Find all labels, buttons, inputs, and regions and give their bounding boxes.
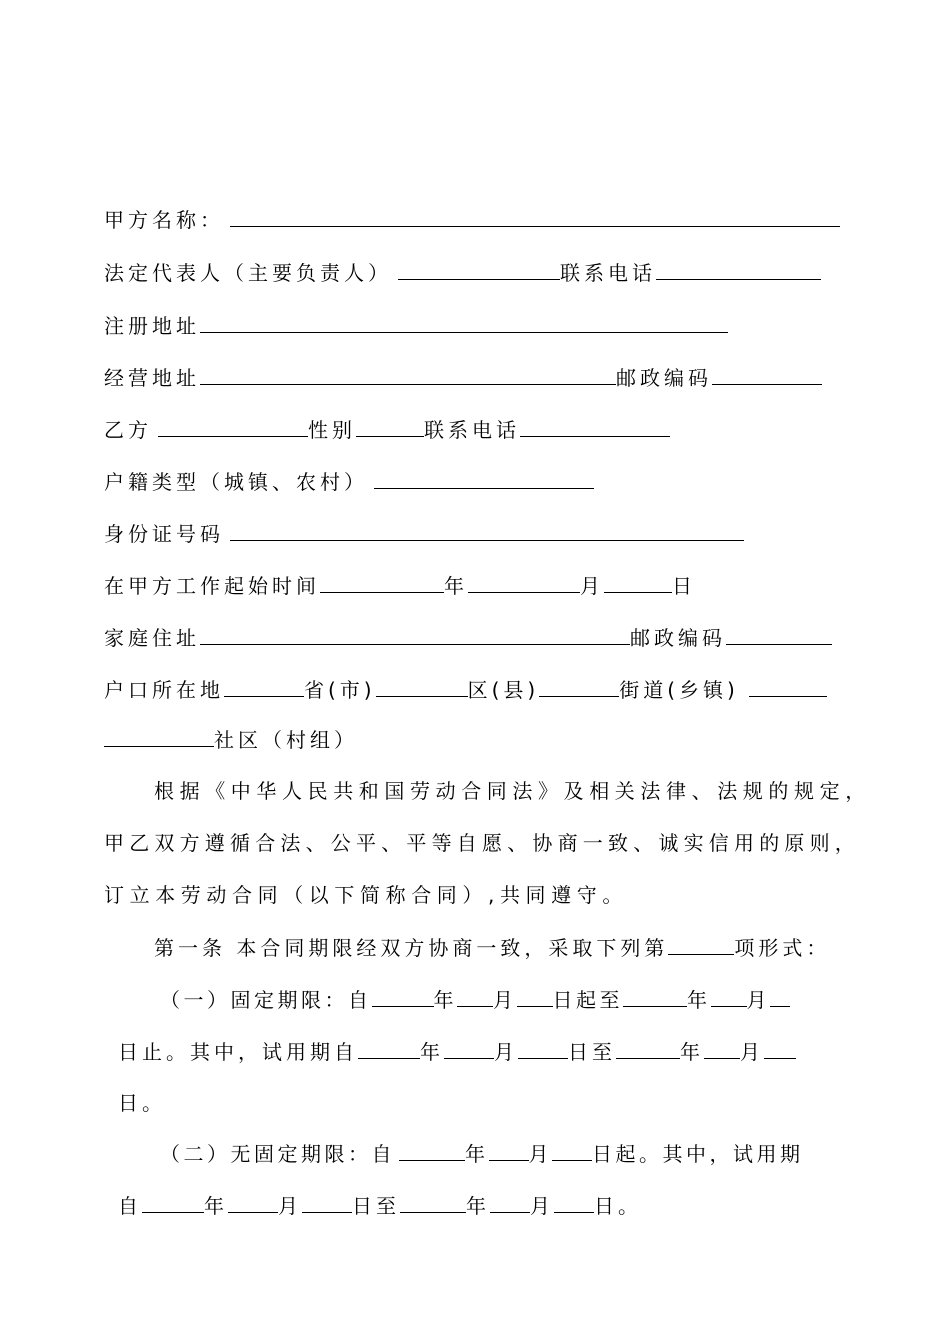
option-1-row-3 bbox=[118, 1086, 166, 1120]
party-a-reg-address-blank[interactable] bbox=[200, 308, 728, 333]
opt2-trial-from-year-label: 年 bbox=[204, 1194, 228, 1218]
party-b-hukou-row bbox=[104, 672, 827, 706]
opt1-to-label: 日起至 bbox=[552, 988, 623, 1012]
hukou-community-blank-1[interactable] bbox=[749, 672, 827, 697]
party-b-label: 乙方 bbox=[104, 418, 152, 442]
opt1-trial-to-day-blank[interactable] bbox=[764, 1034, 796, 1059]
article-1-option-blank[interactable] bbox=[668, 930, 734, 955]
opt2-from-month-label: 月 bbox=[528, 1142, 552, 1166]
party-b-hukou-type-label: 户籍类型（城镇、农村） bbox=[104, 470, 368, 494]
party-b-hukou-type-blank[interactable] bbox=[374, 464, 594, 489]
party-b-gender-label: 性别 bbox=[308, 418, 356, 442]
opt2-trial-to-year-label: 年 bbox=[466, 1194, 490, 1218]
party-a-rep-label: 法定代表人（主要负责人） bbox=[104, 261, 392, 285]
article-1-prefix: 第一条 本合同期限经双方协商一致，采取下列第 bbox=[154, 936, 669, 960]
opt2-trial-from-month-label: 月 bbox=[278, 1194, 302, 1218]
party-b-id-blank[interactable] bbox=[230, 516, 744, 541]
party-b-hukou-type-row bbox=[104, 464, 594, 498]
opt1-trial-to-label: 日至 bbox=[568, 1040, 616, 1064]
start-month-label: 月 bbox=[580, 574, 604, 598]
opt1-trial-from-year-blank[interactable] bbox=[358, 1034, 420, 1059]
opt2-from-year-label: 年 bbox=[465, 1142, 489, 1166]
party-a-postcode-blank[interactable] bbox=[712, 360, 822, 385]
opt1-from-month-blank[interactable] bbox=[457, 982, 493, 1007]
option-2-from2: 自 bbox=[118, 1194, 142, 1218]
preamble-text-2: 甲乙双方遵循合法、公平、平等自愿、协商一致、诚实信用的原则， bbox=[104, 831, 860, 855]
opt2-trial-to-day-blank[interactable] bbox=[554, 1188, 594, 1213]
party-b-hukou-label: 户口所在地 bbox=[104, 678, 224, 702]
hukou-street-blank[interactable] bbox=[539, 672, 619, 697]
opt1-from-year-label: 年 bbox=[433, 988, 457, 1012]
party-b-home-blank[interactable] bbox=[200, 620, 630, 645]
opt2-trial-from-day-blank[interactable] bbox=[302, 1188, 352, 1213]
party-a-biz-address-label: 经营地址 bbox=[104, 366, 200, 390]
party-a-reg-address-label: 注册地址 bbox=[104, 314, 200, 338]
party-b-postcode-label: 邮政编码 bbox=[630, 626, 726, 650]
start-day-label: 日 bbox=[672, 574, 696, 598]
party-a-name-row bbox=[104, 202, 840, 236]
article-1-suffix: 项形式： bbox=[734, 936, 831, 960]
opt1-trial-from-month-blank[interactable] bbox=[444, 1034, 494, 1059]
opt1-trial-to-year-label: 年 bbox=[680, 1040, 704, 1064]
option-1-row-2 bbox=[118, 1034, 796, 1068]
opt1-to-year-blank[interactable] bbox=[623, 982, 687, 1007]
opt2-trial-to-month-blank[interactable] bbox=[490, 1188, 530, 1213]
opt1-to-year-label: 年 bbox=[687, 988, 711, 1012]
opt1-trial-to-month-label: 月 bbox=[740, 1040, 764, 1064]
opt1-to-month-blank[interactable] bbox=[711, 982, 747, 1007]
party-a-name-label: 甲方名称： bbox=[104, 208, 224, 232]
opt2-trial-to-label: 日至 bbox=[352, 1194, 400, 1218]
opt1-from-year-blank[interactable] bbox=[372, 982, 434, 1007]
opt2-trial-from-year-blank[interactable] bbox=[142, 1188, 204, 1213]
opt1-to-day-blank[interactable] bbox=[770, 982, 790, 1007]
hukou-province-blank[interactable] bbox=[224, 672, 304, 697]
option-1-end: 日止。其中，试用期自 bbox=[118, 1040, 358, 1064]
opt1-trial-from-day-blank[interactable] bbox=[518, 1034, 568, 1059]
party-b-start-row bbox=[104, 568, 696, 602]
opt1-to-month-label: 月 bbox=[746, 988, 770, 1012]
opt1-from-day-blank[interactable] bbox=[517, 982, 553, 1007]
start-month-blank[interactable] bbox=[468, 568, 580, 593]
hukou-community-blank-2[interactable] bbox=[104, 722, 214, 747]
opt2-from-label: 日起。其中，试用期 bbox=[592, 1142, 804, 1166]
party-b-gender-blank[interactable] bbox=[356, 412, 424, 437]
start-year-label: 年 bbox=[444, 574, 468, 598]
preamble-text-3: 订立本劳动合同（以下简称合同）,共同遵守。 bbox=[104, 883, 628, 907]
party-b-row bbox=[104, 412, 670, 446]
hukou-district-blank[interactable] bbox=[376, 672, 468, 697]
option-1-label: （一）固定期限：自 bbox=[160, 988, 372, 1012]
option-1-final: 日。 bbox=[118, 1091, 166, 1115]
party-a-biz-address-blank[interactable] bbox=[200, 360, 616, 385]
party-a-biz-address-row bbox=[104, 360, 822, 394]
party-b-start-label: 在甲方工作起始时间 bbox=[104, 574, 320, 598]
party-a-phone-blank[interactable] bbox=[656, 255, 821, 280]
option-1-row-1 bbox=[160, 982, 790, 1016]
party-a-reg-address-row bbox=[104, 308, 728, 342]
opt2-from-year-blank[interactable] bbox=[399, 1136, 465, 1161]
hukou-community-label: 社区（村组） bbox=[214, 728, 358, 752]
option-2-row-2 bbox=[118, 1188, 642, 1222]
hukou-province-label: 省(市) bbox=[304, 678, 376, 702]
hukou-street-label: 街道(乡镇) bbox=[619, 678, 739, 702]
party-b-home-label: 家庭住址 bbox=[104, 626, 200, 650]
party-b-phone-label: 联系电话 bbox=[424, 418, 520, 442]
party-b-id-row bbox=[104, 516, 744, 550]
party-b-name-blank[interactable] bbox=[158, 412, 308, 437]
opt2-from-day-blank[interactable] bbox=[552, 1136, 592, 1161]
party-a-rep-row bbox=[104, 255, 821, 289]
opt1-trial-from-month-label: 月 bbox=[494, 1040, 518, 1064]
preamble-line-3 bbox=[104, 878, 628, 912]
start-day-blank[interactable] bbox=[604, 568, 672, 593]
preamble-text-1: 根据《中华人民共和国劳动合同法》及相关法律、法规的规定， bbox=[154, 779, 871, 803]
opt2-from-month-blank[interactable] bbox=[489, 1136, 529, 1161]
preamble-line-2 bbox=[104, 826, 860, 860]
article-1-row bbox=[154, 930, 830, 964]
party-b-home-row bbox=[104, 620, 832, 654]
opt1-trial-to-year-blank[interactable] bbox=[616, 1034, 680, 1059]
party-b-phone-blank[interactable] bbox=[520, 412, 670, 437]
party-a-phone-label: 联系电话 bbox=[560, 261, 656, 285]
option-2-row-1 bbox=[160, 1136, 804, 1170]
preamble-line-1 bbox=[154, 774, 871, 808]
option-2-label: （二）无固定期限：自 bbox=[160, 1142, 395, 1166]
opt1-from-month-label: 月 bbox=[493, 988, 517, 1012]
opt2-trial-to-year-blank[interactable] bbox=[400, 1188, 466, 1213]
party-a-postcode-label: 邮政编码 bbox=[616, 366, 712, 390]
party-a-name-blank[interactable] bbox=[230, 202, 840, 227]
party-b-hukou-row-2 bbox=[104, 722, 358, 756]
party-a-rep-blank[interactable] bbox=[398, 255, 560, 280]
start-year-blank[interactable] bbox=[320, 568, 444, 593]
opt1-trial-to-month-blank[interactable] bbox=[704, 1034, 740, 1059]
opt2-trial-to-month-label: 月 bbox=[530, 1194, 554, 1218]
party-b-id-label: 身份证号码 bbox=[104, 522, 224, 546]
party-b-postcode-blank[interactable] bbox=[726, 620, 832, 645]
hukou-district-label: 区(县) bbox=[467, 678, 540, 702]
opt1-trial-from-year-label: 年 bbox=[420, 1040, 444, 1064]
option-2-final: 日。 bbox=[594, 1194, 642, 1218]
opt2-trial-from-month-blank[interactable] bbox=[228, 1188, 278, 1213]
